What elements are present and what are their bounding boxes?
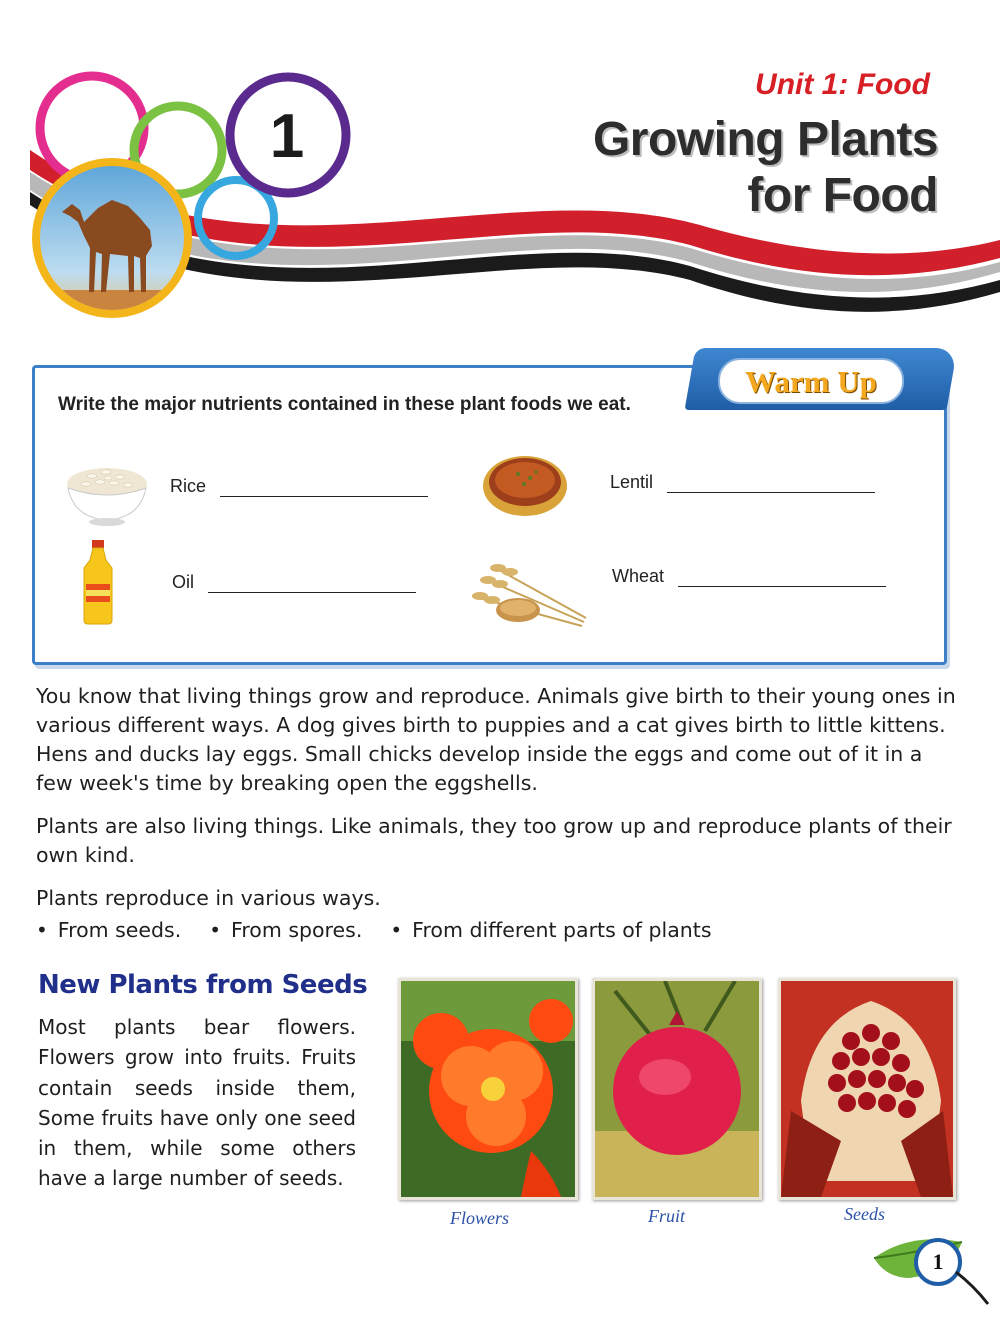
seeds-illustration — [781, 981, 953, 1197]
oil-label: Oil — [172, 572, 194, 592]
page-number: 1 — [932, 1249, 944, 1274]
paragraph-plants-living: Plants are also living things. Like animals, they too grow up and reproduce plants of their own kind. — [36, 814, 952, 867]
wheat-label: Wheat — [612, 566, 665, 586]
section-heading: New Plants from Seeds — [38, 970, 368, 1000]
flower-illustration — [401, 981, 575, 1197]
chapter-title — [593, 112, 938, 224]
wheat-answer-line[interactable] — [678, 569, 886, 587]
chapter-title-line2: for Food — [747, 169, 938, 222]
reproduction-ways-list — [36, 918, 712, 942]
fruit-illustration — [595, 981, 759, 1197]
chapter-title-line1: Growing Plants — [592, 113, 938, 166]
lentil-item — [610, 472, 875, 493]
oil-answer-line[interactable] — [208, 575, 416, 593]
rice-answer-line[interactable] — [220, 479, 428, 497]
rice-label: Rice — [170, 476, 207, 496]
wheat-icon — [462, 556, 594, 634]
lentil-answer-line[interactable] — [667, 475, 875, 493]
oil-bottle-icon — [78, 538, 118, 626]
lentil-label: Lentil — [610, 472, 654, 492]
list-item: • From spores. — [209, 918, 362, 942]
fruit-photo — [592, 978, 762, 1200]
wheat-item — [612, 566, 886, 587]
flowers-photo — [398, 978, 578, 1200]
oil-item — [172, 572, 416, 593]
caption-flowers: Flowers — [450, 1208, 510, 1228]
lentil-bowl-icon — [480, 448, 570, 524]
rice-bowl-icon — [62, 452, 152, 528]
warm-up-label: Warm Up — [745, 364, 877, 399]
unit-label: Unit 1: Food — [755, 68, 930, 101]
paragraph-living-things: You know that living things grow and reproduce. Animals give birth to their young ones in various different ways. A dog gives birth to puppies and a cat gives birth to little kittens. Hens and ducks lay eggs. Small chicks develop inside the eggs and come out of it in a few week's time by breaking open the eggshells. — [36, 684, 956, 795]
seeds-photo — [778, 978, 956, 1200]
chapter-number: 1 — [269, 102, 305, 171]
paragraph-plants-reproduce: Plants reproduce in various ways. — [36, 886, 381, 910]
list-item: • From seeds. — [36, 918, 181, 942]
warm-up-instruction: Write the major nutrients contained in these plant foods we eat. — [58, 394, 631, 415]
caption-fruit: Fruit — [648, 1206, 686, 1226]
section-text: Most plants bear flowers. Flowers grow into fruits. Fruits contain seeds inside them, Some fruits have only one seed in them, while some others have a large number of seeds. — [38, 1015, 356, 1191]
rice-item — [170, 476, 428, 497]
list-item: • From different parts of plants — [390, 918, 711, 942]
caption-seeds: Seeds — [844, 1204, 885, 1224]
